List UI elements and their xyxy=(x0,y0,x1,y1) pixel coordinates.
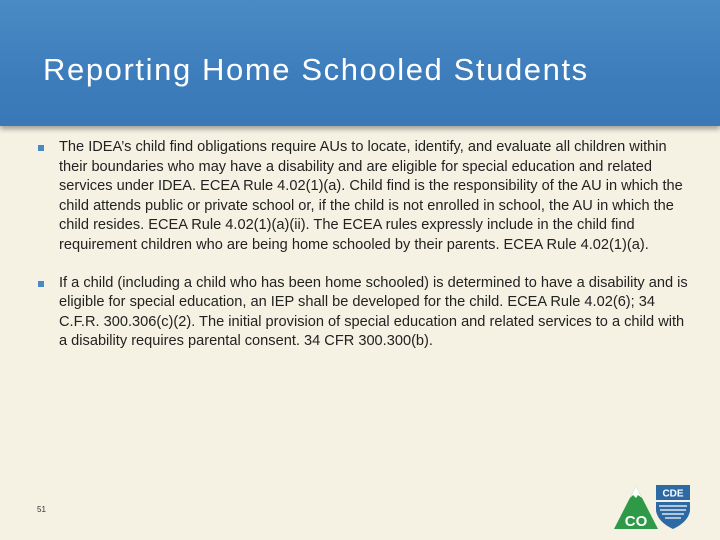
title-banner xyxy=(0,0,720,126)
logo-co-text: CO xyxy=(624,513,648,530)
bullet-list xyxy=(38,138,688,370)
bullet-marker-icon xyxy=(38,281,44,287)
bullet-text: The IDEA’s child find obligations require AUs to locate, identify, and evaluate all children within their boundaries who may have a disability and are eligible for special education and related services under IDEA. ECEA Rule 4.02(1)(a). Child find is the responsibility of the AU in which the child attends public or private school or, if the child is not enrolled in school, the AU in which the child resides. ECEA Rule 4.02(1)(a)(ii). The ECEA rules expressly include in the child find requirement children who are being home schooled by their parents. ECEA Rule 4.02(1)(a). xyxy=(59,139,683,253)
slide-title: Reporting Home Schooled Students xyxy=(43,52,589,87)
logo-snowcap xyxy=(630,486,642,498)
bullet-item xyxy=(38,138,688,256)
page-number: 51 xyxy=(37,505,46,514)
bullet-marker-icon xyxy=(38,145,44,151)
logo-cde-text: CDE xyxy=(662,488,684,500)
bullet-text: If a child (including a child who has been home schooled) is determined to have a disability and is eligible for special education, an IEP shall be developed for the child. ECEA Rule 4.02(6); 34 C.F.R. 300.306(c)(2). The initial provision of special education and related services to a child with a disability requires parental consent. 34 CFR 300.300(b). xyxy=(59,274,688,350)
cde-logo-icon xyxy=(612,481,694,531)
bullet-item xyxy=(38,274,688,352)
